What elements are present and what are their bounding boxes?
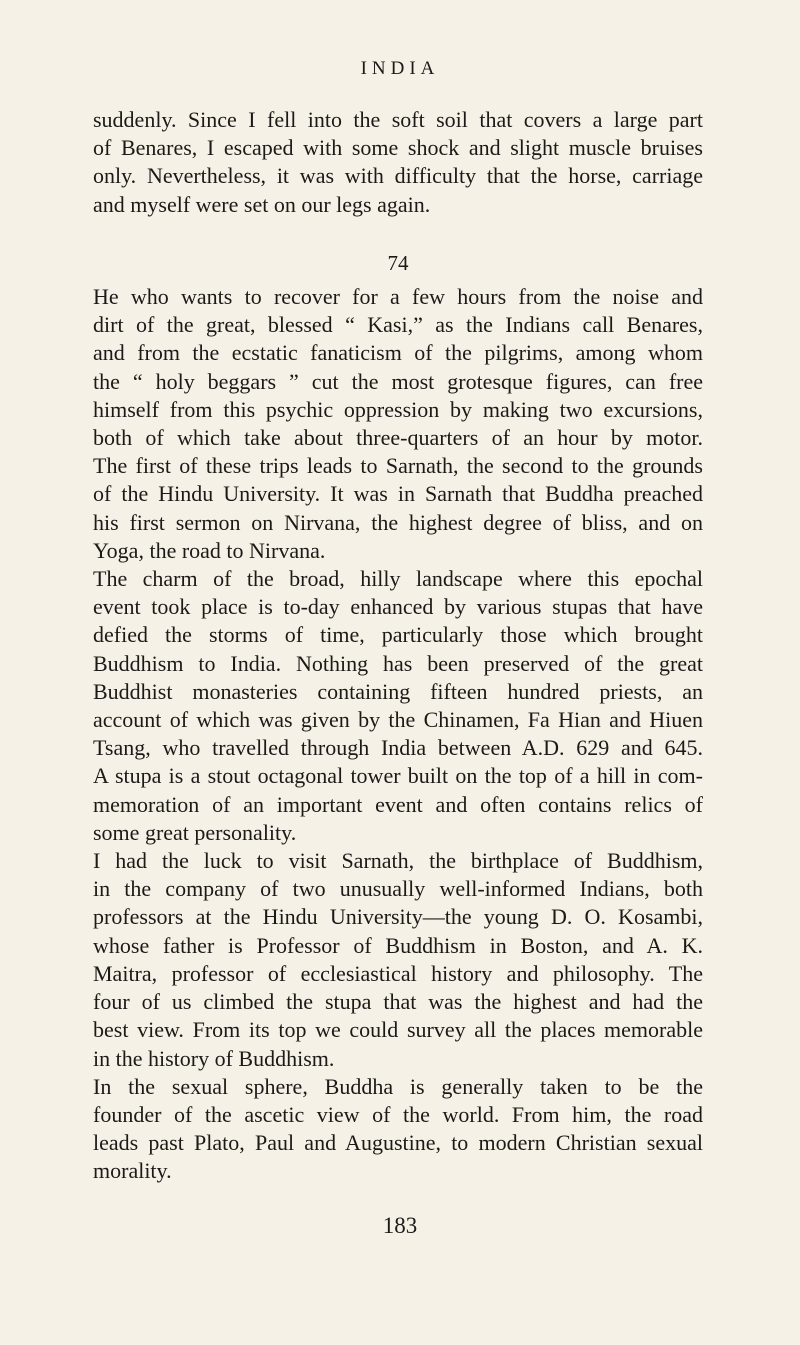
- text-line: suddenly. Since I fell into the soft soil that covers a large part: [93, 107, 703, 132]
- text-line: Tsang, who travelled through India between A.D. 629 and 645.: [93, 735, 703, 761]
- text-line: He who wants to recover for a few hours from the noise and: [93, 284, 703, 310]
- text-line: in the company of two unusually well-informed Indians, both: [93, 876, 703, 902]
- text-line: account of which was given by the Chinamen, Fa Hian and Hiuen: [93, 707, 703, 733]
- text-line: event took place is to-day enhanced by various stupas that have: [93, 594, 703, 620]
- text-line: four of us climbed the stupa that was the highest and had the: [93, 989, 703, 1015]
- text-line: professors at the Hindu University—the young D. O. Kosambi,: [93, 904, 703, 930]
- text-line: both of which take about three-quarters of an hour by motor.: [93, 425, 703, 451]
- text-line: and from the ecstatic fanaticism of the pilgrims, among whom: [93, 340, 703, 366]
- paragraph-continuation: [93, 106, 703, 219]
- text-line: Buddhist monasteries containing fifteen hundred priests, an: [93, 678, 703, 704]
- text-line: in the history of Buddhism.: [93, 1045, 335, 1071]
- text-line: best view. From its top we could survey all the places memorable: [93, 1017, 703, 1043]
- text-line: of the Hindu University. It was in Sarnath that Buddha preached: [93, 481, 703, 507]
- text-line: In the sexual sphere, Buddha is generally taken to be the: [93, 1073, 703, 1099]
- paragraph: [93, 565, 703, 847]
- text-line: the “ holy beggars ” cut the most grotesque figures, can free: [93, 368, 703, 394]
- text-line: leads past Plato, Paul and Augustine, to modern Christian sexual: [93, 1130, 703, 1156]
- text-line: of Benares, I escaped with some shock and slight muscle bruises: [93, 135, 703, 161]
- text-line: morality.: [93, 1158, 172, 1184]
- paragraph: [93, 283, 703, 565]
- text-line: memoration of an important event and often contains relics of: [93, 791, 703, 817]
- text-line: The first of these trips leads to Sarnath, the second to the grounds: [93, 453, 703, 479]
- text-line: Buddhism to India. Nothing has been preserved of the great: [93, 650, 703, 676]
- text-line: whose father is Professor of Buddhism in Boston, and A. K.: [93, 932, 703, 958]
- paragraph: [93, 847, 703, 1073]
- text-line: and myself were set on our legs again.: [93, 191, 431, 217]
- paragraph: [93, 1073, 703, 1186]
- text-line: Yoga, the road to Nirvana.: [93, 537, 326, 563]
- text-line: himself from this psychic oppression by making two excursions,: [93, 396, 703, 422]
- text-line: his first sermon on Nirvana, the highest degree of bliss, and on: [93, 509, 703, 535]
- body-text: [93, 106, 703, 1186]
- text-line: Maitra, professor of ecclesiastical history and philosophy. The: [93, 960, 703, 986]
- text-line: only. Nevertheless, it was with difficulty that the horse, carriage: [93, 163, 703, 189]
- running-head: INDIA: [360, 58, 440, 79]
- text-line: The charm of the broad, hilly landscape where this epochal: [93, 566, 703, 592]
- text-line: some great personality.: [93, 819, 297, 845]
- text-line: dirt of the great, blessed “ Kasi,” as the Indians call Benares,: [93, 312, 703, 338]
- section-number: 74: [387, 250, 409, 275]
- text-line: defied the storms of time, particularly those which brought: [93, 622, 703, 648]
- text-line: A stupa is a stout octagonal tower built on the top of a hill in com-: [93, 763, 703, 789]
- text-line: founder of the ascetic view of the world. From him, the road: [93, 1101, 703, 1127]
- text-line: I had the luck to visit Sarnath, the birthplace of Buddhism,: [93, 848, 703, 874]
- page-number: 183: [382, 1213, 418, 1238]
